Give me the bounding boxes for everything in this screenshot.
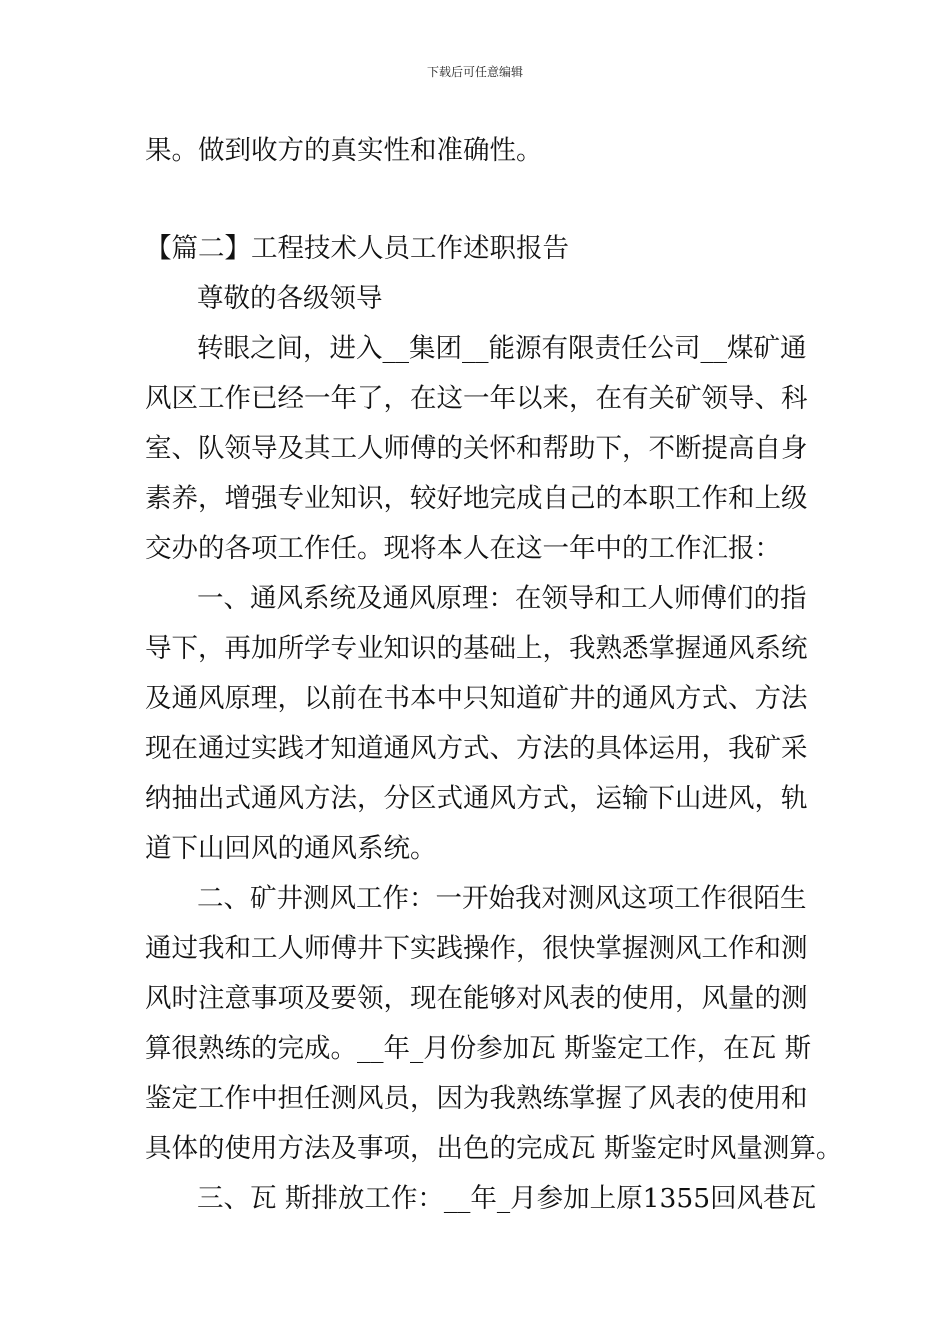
body-line: 通过我和工人师傅井下实践操作，很快掌握测风工作和测 — [145, 933, 808, 964]
body-line: 及通风原理，以前在书本中只知道矿井的通风方式、方法 — [145, 683, 808, 714]
body-line: 二、矿井测风工作：一开始我对测风这项工作很陌生 — [197, 883, 807, 914]
body-line: 风时注意事项及要领，现在能够对风表的使用，风量的测 — [145, 983, 808, 1014]
body-line: 鉴定工作中担任测风员，因为我熟练掌握了风表的使用和 — [145, 1083, 808, 1114]
salutation: 尊敬的各级领导 — [197, 283, 383, 314]
body-line: 导下，再加所学专业知识的基础上，我熟悉掌握通风系统 — [145, 633, 808, 664]
body-line: 算很熟练的完成。__年_月份参加瓦 斯鉴定工作，在瓦 斯 — [145, 1033, 812, 1064]
body-line: 三、瓦 斯排放工作：__年_月参加上原1355回风巷瓦 — [197, 1183, 817, 1214]
body-line: 具体的使用方法及事项，出色的完成瓦 斯鉴定时风量测算。 — [145, 1133, 843, 1164]
body-line: 交办的各项工作任。现将本人在这一年中的工作汇报： — [145, 533, 781, 564]
body-line: 风区工作已经一年了，在这一年以来，在有关矿领导、科 — [145, 383, 808, 414]
body-line: 转眼之间，进入__集团__能源有限责任公司__煤矿通 — [197, 333, 807, 364]
body-line: 纳抽出式通风方法，分区式通风方式，运输下山进风，轨 — [145, 783, 808, 814]
body-line: 素养，增强专业知识，较好地完成自己的本职工作和上级 — [145, 483, 808, 514]
page-header: 下载后可任意编辑 — [426, 65, 523, 79]
body-line: 道下山回风的通风系统。 — [145, 833, 437, 864]
body-line: 果。做到收方的真实性和准确性。 — [145, 135, 543, 166]
section-title: 【篇二】工程技术人员工作述职报告 — [145, 233, 569, 264]
body-line: 现在通过实践才知道通风方式、方法的具体运用，我矿采 — [145, 733, 808, 764]
body-line: 室、队领导及其工人师傅的关怀和帮助下，不断提高自身 — [145, 433, 808, 464]
body-line: 一、通风系统及通风原理：在领导和工人师傅们的指 — [197, 583, 807, 614]
